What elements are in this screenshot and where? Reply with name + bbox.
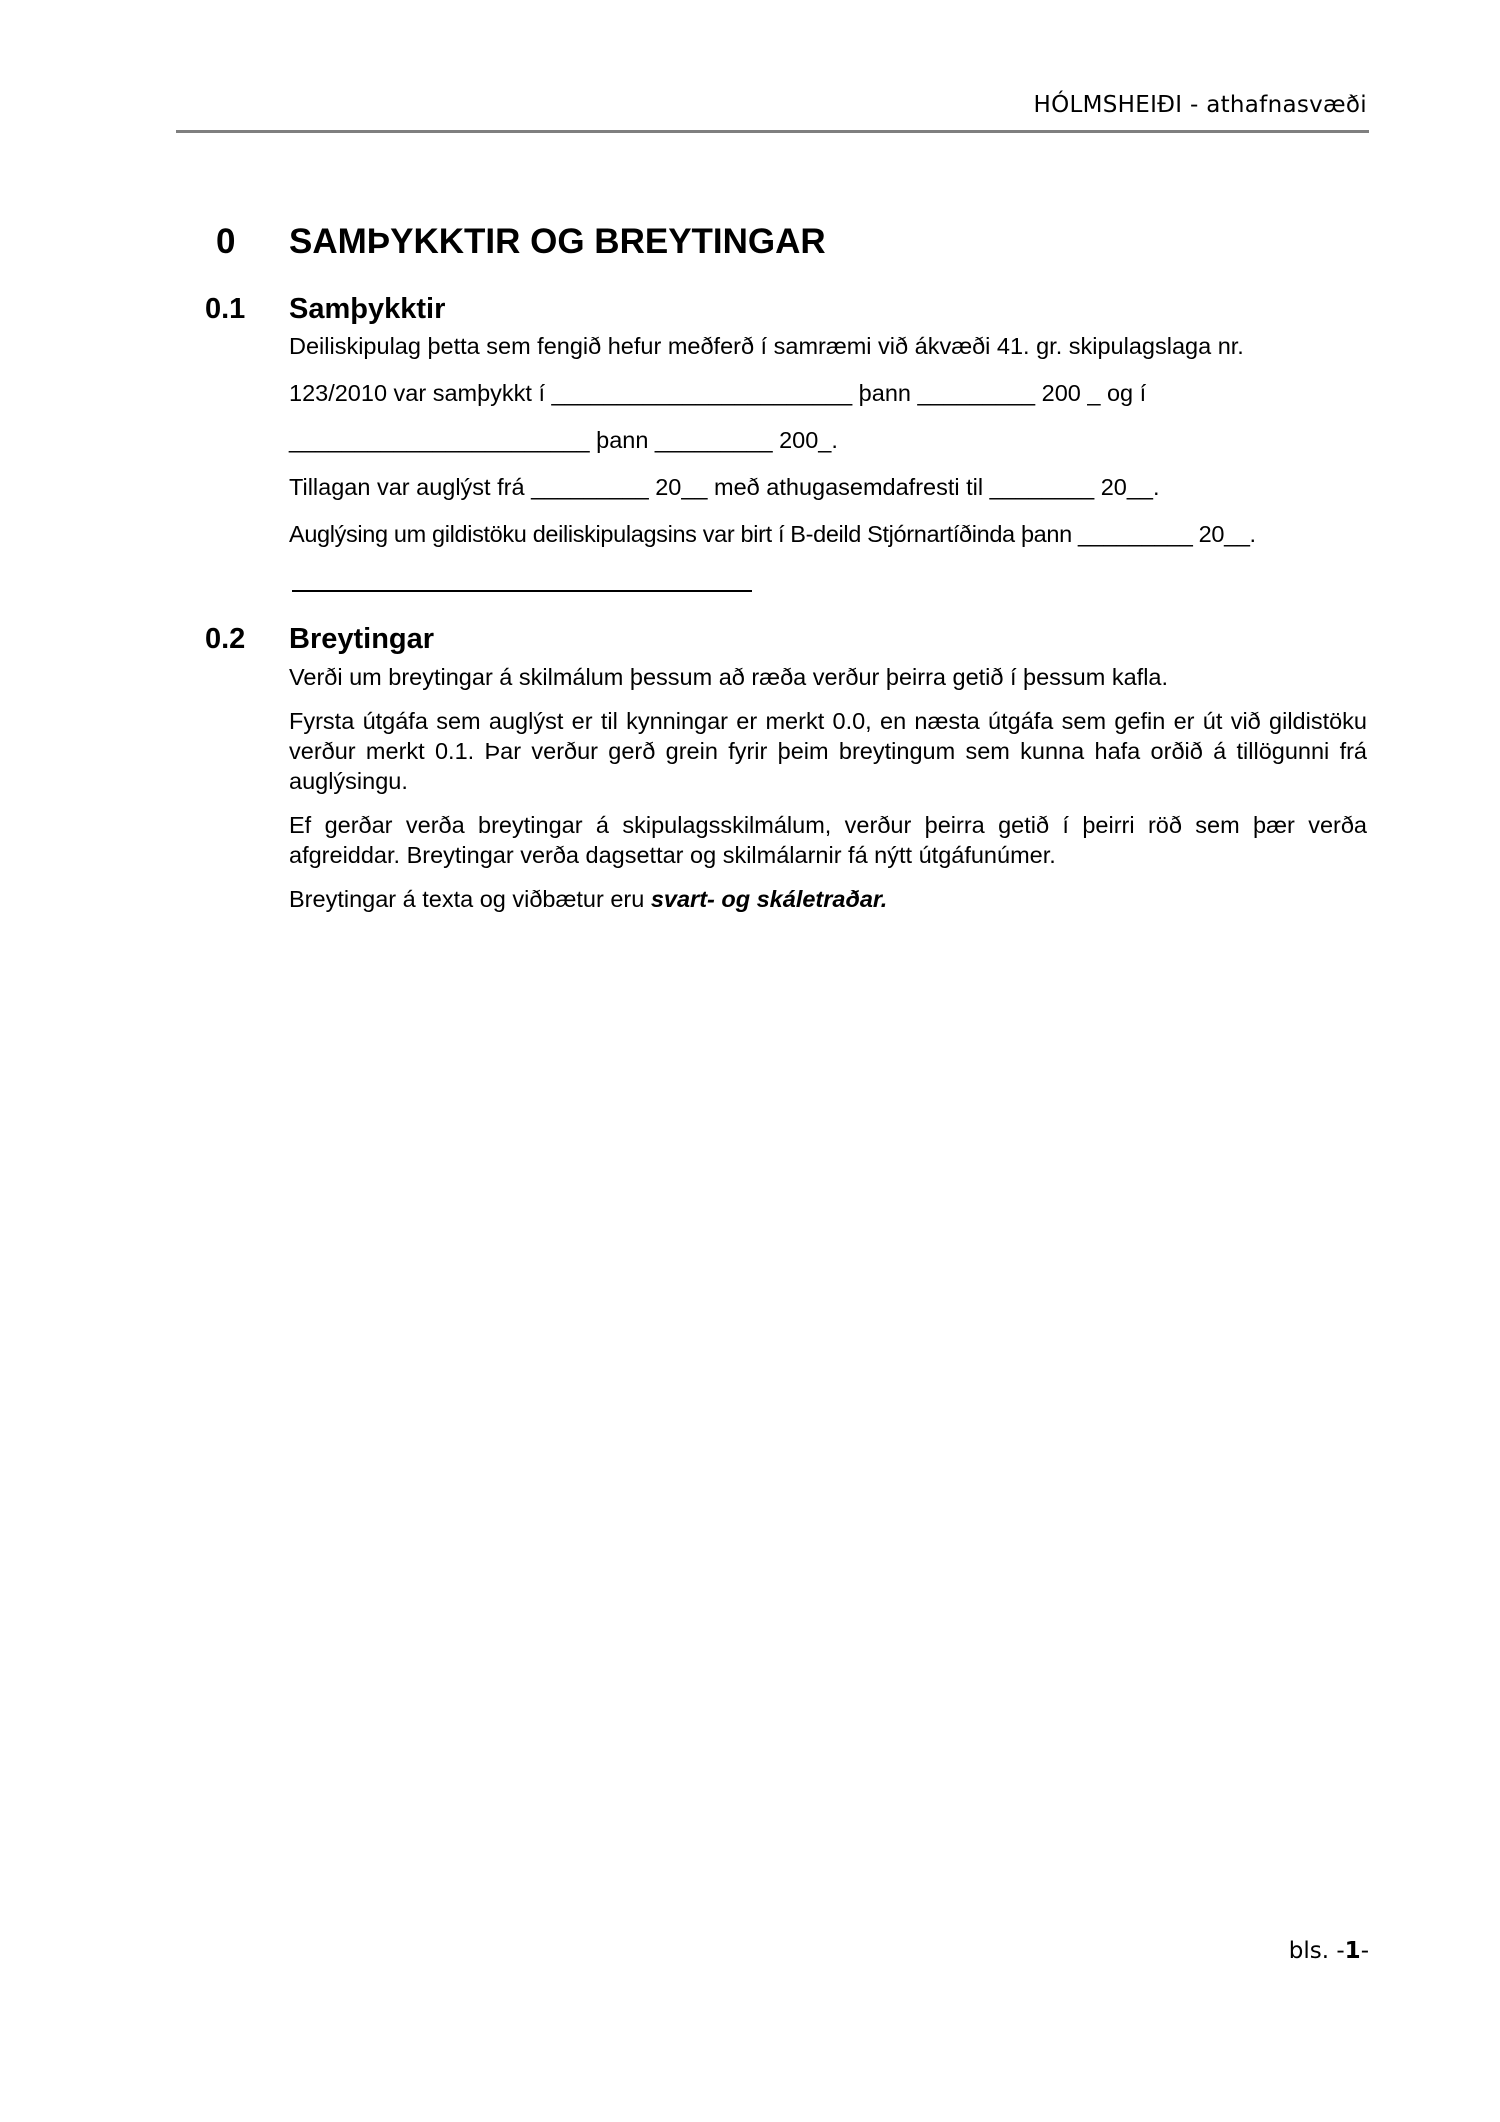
page-header: [176, 92, 1369, 133]
page-number: [1289, 1938, 1369, 1964]
section-title: Samþykktir: [289, 293, 446, 325]
page-number-value: 1: [1344, 1938, 1361, 1964]
signature-line: [292, 590, 752, 592]
page-suffix: -: [1360, 1938, 1369, 1964]
changes-paragraph-4: [289, 884, 1367, 914]
section-title: Breytingar: [289, 623, 435, 655]
advertisement-text-line: Tillagan var auglýst frá _________ 20__ með athugasemdafresti til ________ 20__.: [289, 474, 1160, 500]
chapter-number: 0: [216, 222, 236, 261]
section-number: 0.2: [205, 623, 246, 655]
publication-text-line: Auglýsing um gildistöku deiliskipulagsins var birt í B-deild Stjórnartíðinda þann _________ 20__.: [289, 521, 1256, 547]
changes-paragraph-3: Ef gerðar verða breytingar á skipulagsskilmálum, verður þeirra getið í þeirri röð sem þær verða afgreiddar. Breytingar verða dagsettar og skilmálarnir fá nýtt útgáfunúmer.: [289, 812, 1367, 868]
changes-paragraph-2: Fyrsta útgáfa sem auglýst er til kynningar er merkt 0.0, en næsta útgáfa sem gefin er út við gildistöku verður merkt 0.1. Þar verður gerð grein fyrir þeim breytingum sem kunna hafa orðið á tillögunni frá auglýsingu.: [289, 708, 1367, 794]
changes-body: [289, 662, 1367, 928]
changes-paragraph-1: Verði um breytingar á skilmálum þessum að ræða verður þeirra getið í þessum kafla.: [289, 664, 1169, 690]
section-number: 0.1: [205, 293, 246, 325]
approval-text-line-1: Deiliskipulag þetta sem fengið hefur meðferð í samræmi við ákvæði 41. gr. skipulagslaga nr.: [289, 333, 1244, 359]
page-prefix: bls. -: [1288, 1938, 1345, 1964]
header-title: HÓLMSHEIÐI - athafnasvæði: [1033, 92, 1367, 118]
approval-text-line-2: 123/2010 var samþykkt í _______________________ þann _________ 200 _ og í: [289, 380, 1147, 406]
chapter-title: SAMÞYKKTIR OG BREYTINGAR: [289, 222, 826, 261]
approval-text-line-3: _______________________ þann _________ 200_.: [289, 427, 838, 453]
changes-paragraph-4-emphasis: svart- og skáletraðar.: [650, 886, 888, 912]
changes-paragraph-4-text: Breytingar á texta og viðbætur eru: [289, 886, 651, 912]
